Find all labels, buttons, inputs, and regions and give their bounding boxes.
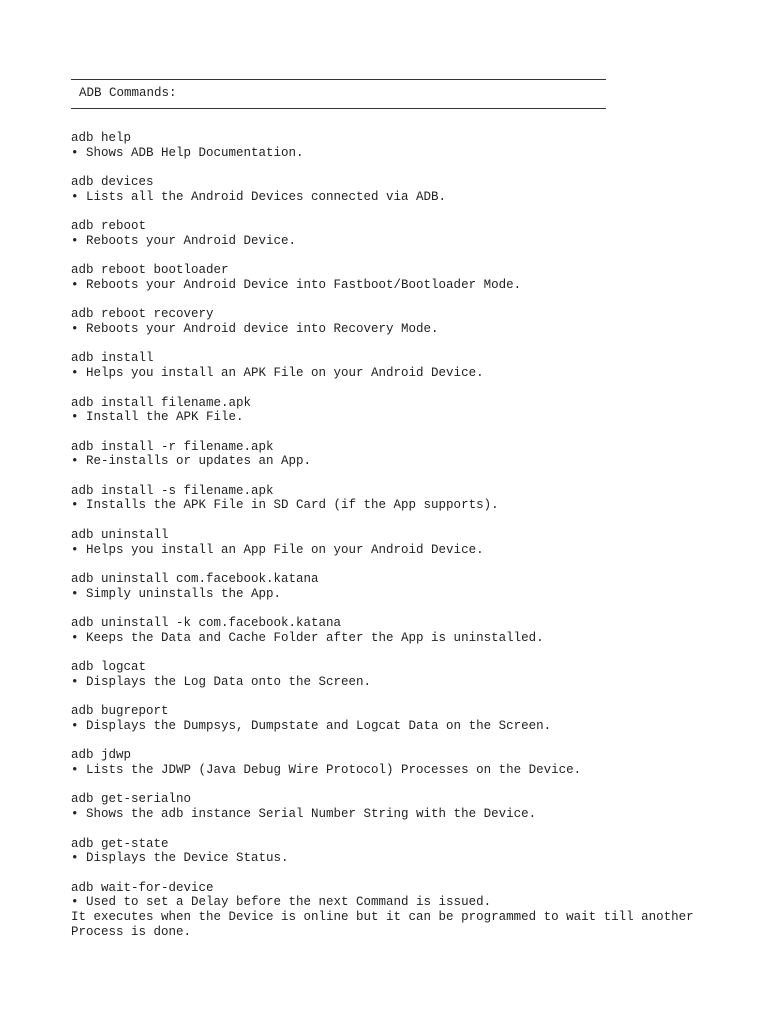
command-text: adb uninstall -k com.facebook.katana	[71, 616, 342, 631]
page-title: ADB Commands:	[79, 86, 177, 100]
top-rule	[71, 79, 606, 80]
command-text: adb reboot	[71, 219, 147, 234]
command-description: • Helps you install an APK File on your Android Device.	[71, 366, 484, 381]
command-description: • Simply uninstalls the App.	[71, 586, 282, 601]
command-entry	[71, 396, 694, 425]
command-description: • Displays the Dumpsys, Dumpstate and Logcat Data on the Screen.	[71, 718, 552, 733]
command-description: • Reboots your Android Device into Fastboot/Bootloader Mode.	[71, 277, 522, 292]
command-text: adb devices	[71, 175, 154, 190]
command-entry	[71, 131, 694, 160]
command-description: • Helps you install an App File on your Android Device.	[71, 542, 484, 557]
command-text: adb wait-for-device	[71, 880, 214, 895]
command-entry	[71, 263, 694, 292]
command-text: adb uninstall com.facebook.katana	[71, 571, 319, 586]
command-description: • Displays the Device Status.	[71, 851, 289, 866]
command-text: adb install -s filename.apk	[71, 483, 274, 498]
command-entry	[71, 792, 694, 821]
command-text: adb reboot recovery	[71, 307, 214, 322]
command-entry	[71, 528, 694, 557]
command-entry	[71, 660, 694, 689]
command-description: • Installs the APK File in SD Card (if the App supports).	[71, 498, 499, 513]
command-text: adb get-state	[71, 836, 169, 851]
command-text: adb install	[71, 351, 154, 366]
command-entry	[71, 616, 694, 645]
command-text: adb jdwp	[71, 748, 132, 763]
command-text: adb bugreport	[71, 704, 169, 719]
command-entry	[71, 484, 694, 513]
command-entry	[71, 748, 694, 777]
command-text: adb install filename.apk	[71, 395, 252, 410]
command-description: • Re-installs or updates an App.	[71, 454, 312, 469]
command-text: adb install -r filename.apk	[71, 439, 274, 454]
command-text: adb reboot bootloader	[71, 263, 229, 278]
command-description: • Lists all the Android Devices connected via ADB.	[71, 189, 447, 204]
command-description: • Displays the Log Data onto the Screen.	[71, 674, 372, 689]
command-description: • Keeps the Data and Cache Folder after the App is uninstalled.	[71, 630, 544, 645]
command-entry	[71, 572, 694, 601]
command-text: adb help	[71, 131, 132, 145]
command-entry	[71, 175, 694, 204]
command-description: • Reboots your Android Device.	[71, 233, 297, 248]
command-entry	[71, 837, 694, 866]
command-entry	[71, 704, 694, 733]
command-description: • Shows the adb instance Serial Number String with the Device.	[71, 807, 537, 822]
command-note: It executes when the Device is online but it can be programmed to wait till another	[71, 910, 694, 924]
command-note: Process is done.	[71, 924, 192, 939]
command-list	[71, 131, 694, 954]
command-entry	[71, 440, 694, 469]
command-description: • Used to set a Delay before the next Command is issued.	[71, 895, 492, 910]
command-entry	[71, 351, 694, 380]
command-entry	[71, 307, 694, 336]
command-description: • Install the APK File.	[71, 410, 244, 425]
command-description: • Reboots your Android device into Recovery Mode.	[71, 322, 439, 337]
bottom-rule	[71, 108, 606, 109]
command-text: adb get-serialno	[71, 792, 192, 807]
command-description: • Lists the JDWP (Java Debug Wire Protocol) Processes on the Device.	[71, 763, 582, 778]
command-text: adb uninstall	[71, 527, 169, 542]
command-description: • Shows ADB Help Documentation.	[71, 145, 304, 160]
command-entry	[71, 881, 694, 940]
command-entry	[71, 219, 694, 248]
command-text: adb logcat	[71, 660, 147, 675]
